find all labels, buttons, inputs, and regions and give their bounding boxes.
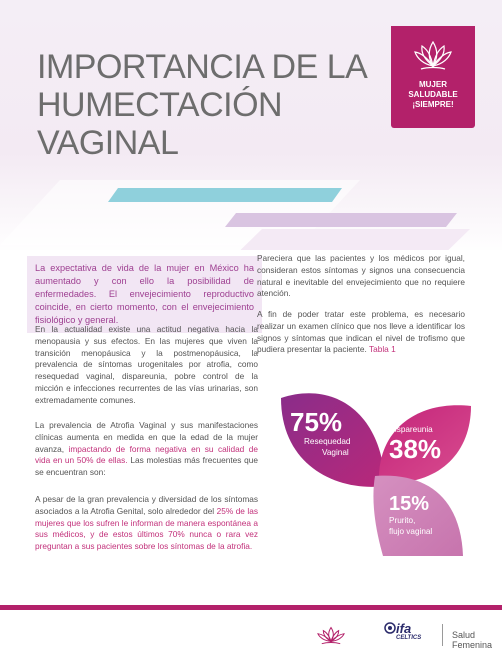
stat-label: Dispareunia <box>389 425 433 434</box>
badge-line-1: MUJER <box>418 80 447 89</box>
stat-label: Resequedad <box>304 437 351 446</box>
left-paragraph-2 <box>35 420 258 479</box>
stat-value: 75% <box>290 407 343 437</box>
title-line-1: IMPORTANCIA DE LA <box>37 48 368 86</box>
title-line-2: HUMECTACIÓN VAGINAL <box>37 86 283 162</box>
stat-dispareunia <box>389 424 441 463</box>
ifa-logo-subtext: CELTICS <box>396 635 422 641</box>
table-reference: Tabla 1 <box>368 344 396 355</box>
left-paragraph-1: En la actualidad existe una actitud negativa hacia la menopausia y sus efectos. En las mujeres que viven la transición menopáusica y la postmenopáusica, la prevalencia de síntomas urogenitales por atrofia, como resequedad vaginal, dispareunia, pobre control de la micción e infecciones recurrentes de las vías urinarias, son extremadamente comunes. <box>35 324 258 405</box>
lotus-icon <box>314 626 348 646</box>
stat-value: 38% <box>389 434 442 464</box>
badge-line-3: ¡SIEMPRE! <box>412 100 454 109</box>
intro-callout: La expectativa de vida de la mujer en México ha aumentado y con ello la posibilidad de enfermedades. El envejecimiento reproductivo coincide, en cierto momento, con el envejecimiento fisiológico y general. <box>27 256 262 333</box>
stat-label: Prurito, <box>389 516 416 525</box>
stat-prurito <box>389 493 432 537</box>
lotus-icon <box>411 36 455 76</box>
brand-badge <box>391 26 475 128</box>
ifa-logo-text: ifa <box>396 621 412 636</box>
stat-value: 15% <box>389 493 430 515</box>
badge-line-2: SALUDABLE <box>408 90 458 99</box>
stat-label: flujo vaginal <box>389 527 433 536</box>
left-paragraph-2-text-c: Las molestias más frecuentes que se encuentran son: <box>35 455 258 478</box>
stat-resequedad <box>290 408 350 458</box>
left-paragraph-3-text-a: A pesar de la gran prevalencia y diversidad de los síntomas asociados a la Atrofia Genital, solo alrededor del <box>35 494 258 516</box>
right-paragraph-1: Pareciera que las pacientes y los médicos por igual, consideran estos síntomas y signos una consecuencia natural e inevitable del envejecimiento que no requiere atención. <box>257 253 465 299</box>
left-paragraph-3 <box>35 494 258 553</box>
right-paragraph-2-text: A fin de poder tratar este problema, es necesario realizar un examen clínico que nos lleve a identificar los signos y síntomas que indican el nivel de trofismo que pudiera presentar la paciente. <box>257 309 465 355</box>
left-paragraph-3-highlight: 25% de las mujeres que los sufren le informan de manera espontánea a sus médicos, y de estos últimos 70% nunca o rara vez preguntan a sus pacientes sobre los síntomas de la atrofia. <box>35 505 258 552</box>
stat-label: Vaginal <box>322 448 349 457</box>
ifa-logo-mark-icon <box>384 622 396 634</box>
left-paragraph-2-highlight: impactando de forma negativa en su calidad de vida en un 50% de ellas. <box>35 443 258 466</box>
decorative-diagonals <box>0 150 502 260</box>
footer <box>0 610 502 656</box>
footer-divider <box>442 624 443 646</box>
left-paragraph-2-text-a: La prevalencia de Atrofia Vaginal y sus manifestaciones clínicas aumenta en medida en que la edad de la mujer avanza, <box>35 420 258 454</box>
right-paragraph-2 <box>257 309 465 356</box>
page-title <box>37 48 377 162</box>
badge-text <box>391 80 475 110</box>
footer-brand: Salud Femenina <box>452 630 493 650</box>
